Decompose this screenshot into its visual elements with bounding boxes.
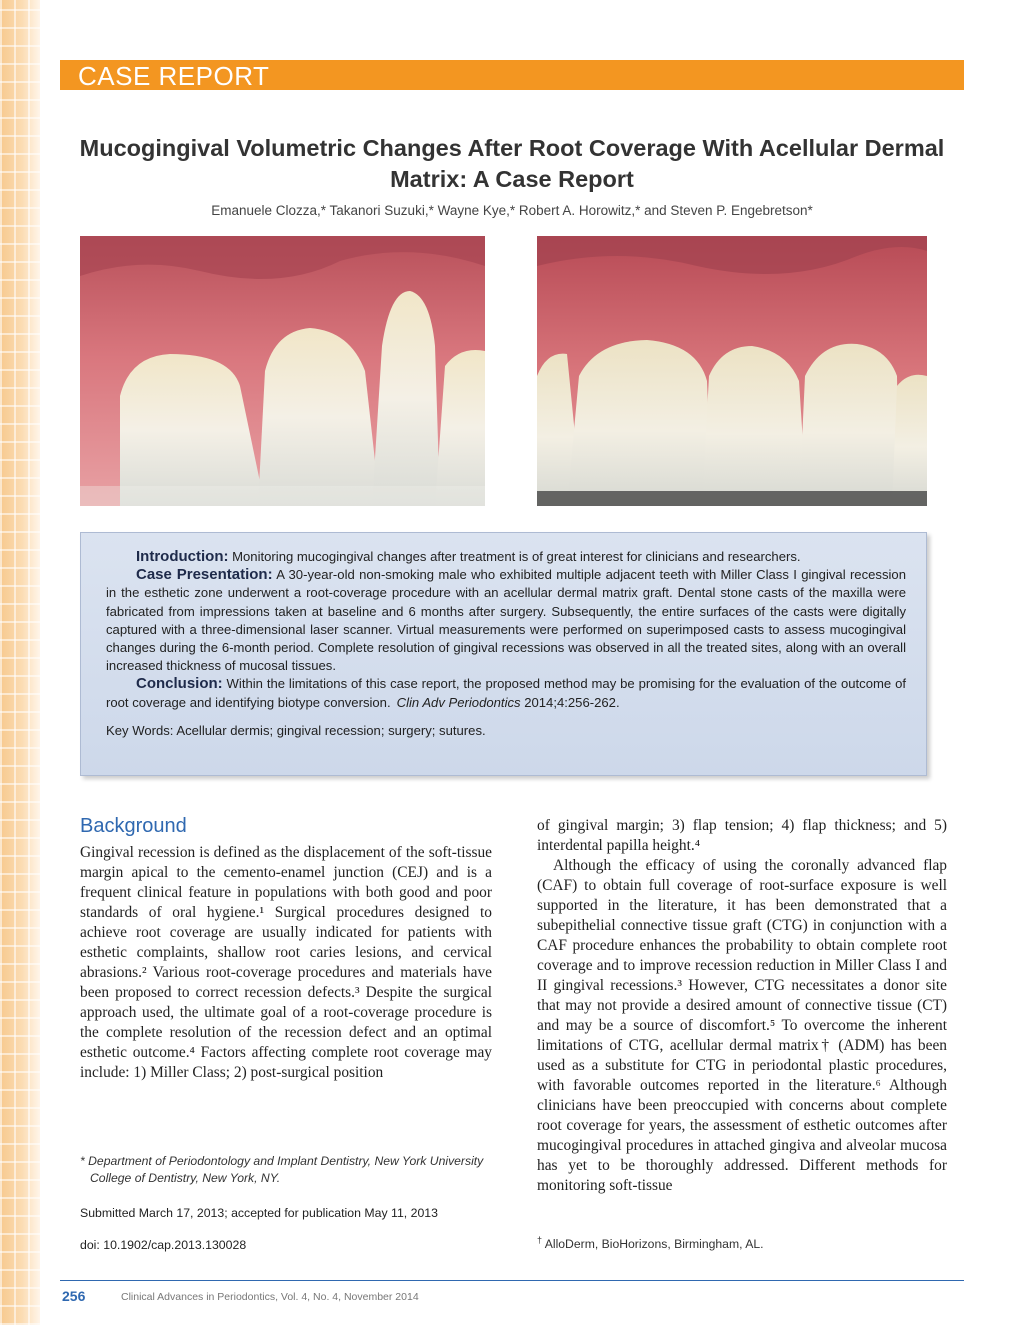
clinical-photo-six-months [537,236,927,506]
section-heading-background: Background [80,815,187,837]
abstract-case-presentation: Case Presentation: A 30-year-old non-smoking male who exhibited multiple adjacent teeth with Miller Class I gingival recession in the esthetic zone underwent a root-coverage procedure with an acellular dermal matrix graft. Dental stone casts of the maxilla were fabricated from impressions taken at baseline and 6 months after surgery. Subsequently, the entire surfaces of the casts were digitally captured with a three-dimensional laser scanner. Virtual measurements were performed on superimposed casts to assess mucogingival changes during the 6-month period. Complete resolution of gingival recessions was observed in all the treated sites, along with an overall increased thickness of mucosal tissues. [106,566,906,674]
journal-reference: Clinical Advances in Periodontics, Vol. 4, No. 4, November 2014 [121,1291,419,1303]
affiliation-footnote: * Department of Periodontology and Implant Dentistry, New York University College of Dentistry, New York, NY. [80,1154,484,1185]
clinical-photo-baseline [80,236,485,506]
body-paragraph: of gingival margin; 3) flap tension; 4) flap thickness; and 5) interdental papilla height.⁴ [537,817,947,854]
abstract-box [80,532,927,776]
abstract-conclusion: Conclusion: Within the limitations of this case report, the proposed method may be promising for the evaluation of the outcome of root coverage and identifying biotype conversion. Clin Adv Periodontics 2014;4:256-262. [106,675,906,710]
product-footnote: † AlloDerm, BioHorizons, Birmingham, AL. [537,1234,764,1251]
decorative-side-strip [0,0,40,1325]
body-paragraph: Gingival recession is defined as the displacement of the soft-tissue margin apical to the cemento-enamel junction (CEJ) and is a frequent clinical feature in populations with both good and poor standards of oral hygiene.¹ Surgical procedures designed to achieve root coverage are usually indicated for patients with esthetic complaints, shallow root caries lesions, and cervical abrasions.² Various root-coverage procedures and materials have been proposed to correct recession defects.³ Despite the surgical approach used, the ultimate goal of a root-coverage procedure is the complete resolution of the recession defect and an optimal esthetic outcome.⁴ Factors affecting complete root coverage may include: 1) Miller Class; 2) post-surgical position [80,844,492,1081]
body-column-left [80,843,492,1083]
page-number: 256 [62,1288,86,1304]
body-paragraph: Although the efficacy of using the coronally advanced flap (CAF) to obtain full coverage of root-surface exposure is well supported in the literature, it has been demonstrated that a subepithelial connective tissue graft (CTG) in conjunction with a CAF procedure enhances the probability to obtain complete root coverage and to improve recession reduction in Miller Class I and II gingival recessions.³ However, CTG necessitates a donor site that may not provide a desired amount of connective tissue (CT) and may be a source of discomfort.⁵ To overcome the inherent limitations of CTG, acellular dermal matrix† (ADM) has been used as a substitute for CTG in periodontal plastic procedures, with favorable outcomes reported in the literature.⁶ Although clinicians have been preoccupied with concerns about complete root coverage for years, the assessment of esthetic outcomes after mucogingival procedures in attached gingiva and alveolar mucosa has yet to be thoroughly addressed. Different methods for monitoring soft-tissue [537,857,947,1194]
article-authors: Emanuele Clozza,* Takanori Suzuki,* Wayne Kye,* Robert A. Horowitz,* and Steven P. Engebretson* [211,203,813,218]
article-title: Mucogingival Volumetric Changes After Root Coverage With Acellular Dermal Matrix: A Case Report [79,135,945,192]
body-column-right [537,816,947,1196]
submission-dates: Submitted March 17, 2013; accepted for publication May 11, 2013 [80,1206,438,1220]
abstract-introduction: Introduction: Monitoring mucogingival changes after treatment is of great interest for clinicians and researchers. [136,548,801,565]
doi-link[interactable]: doi: 10.1902/cap.2013.130028 [80,1238,247,1252]
abstract-keywords: Key Words: Acellular dermis; gingival recession; surgery; sutures. [106,722,486,738]
case-report-banner [60,60,964,90]
abstract-citation: Clin Adv Periodontics [396,694,521,710]
footer-divider [60,1280,964,1281]
banner-label: CASE REPORT [78,61,270,91]
